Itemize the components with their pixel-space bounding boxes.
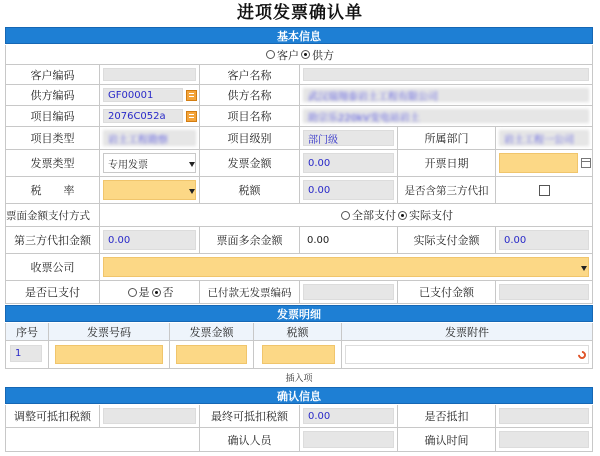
radio-actual-payment[interactable] — [398, 211, 407, 220]
excess-amount-field[interactable]: 0.00 — [303, 230, 394, 250]
project-code-label: 项目编码 — [5, 106, 100, 127]
detail-header-row — [5, 323, 593, 341]
chevron-down-icon[interactable] — [189, 189, 195, 194]
radio-paid-no-label: 否 — [162, 286, 174, 299]
column-header-invoice-number: 发票号码 — [49, 323, 170, 341]
project-level-label: 项目级别 — [200, 127, 300, 150]
third-party-amount-label: 第三方代扣金额 — [5, 227, 100, 254]
chevron-down-icon[interactable] — [581, 266, 587, 271]
paid-amount-label: 已支付金额 — [398, 281, 496, 304]
department-label: 所属部门 — [398, 127, 496, 150]
no-invoice-code-field[interactable] — [303, 284, 394, 300]
supplier-row — [5, 85, 593, 106]
confirm-row — [5, 428, 593, 452]
supplier-name-field[interactable]: 武汉瑞翔泰岩土工程有限公司 — [303, 88, 589, 102]
third-party-amount-field[interactable]: 0.00 — [103, 230, 196, 250]
column-header-index: 序号 — [5, 323, 49, 341]
radio-paid-yes[interactable] — [128, 288, 137, 297]
column-header-attachment: 发票附件 — [342, 323, 593, 341]
invoice-date-field[interactable] — [499, 153, 578, 173]
payee-company-label: 收票公司 — [5, 254, 100, 281]
confirm-time-field[interactable] — [499, 431, 589, 448]
invoice-type-row — [5, 150, 593, 177]
party-row — [5, 45, 593, 65]
payee-company-row — [5, 254, 593, 281]
customer-code-label: 客户编码 — [5, 65, 100, 85]
paid-amount-field[interactable] — [499, 284, 589, 300]
calendar-icon[interactable] — [581, 158, 591, 168]
radio-actual-payment-label: 实际支付 — [409, 209, 453, 222]
project-code-row — [5, 106, 593, 127]
section-header-detail: 发票明细 — [5, 305, 593, 322]
confirm-time-label: 确认时间 — [398, 428, 496, 452]
tax-amount-field[interactable]: 0.00 — [303, 180, 394, 200]
chevron-down-icon[interactable] — [189, 162, 195, 167]
tax-rate-select[interactable] — [103, 180, 196, 200]
detail-invoice-amount-field[interactable] — [176, 345, 247, 364]
customer-name-field[interactable] — [303, 68, 589, 81]
tax-rate-label: 税 率 — [5, 177, 100, 204]
actual-paid-field[interactable]: 0.00 — [499, 230, 589, 250]
project-type-label: 项目类型 — [5, 127, 100, 150]
adjust-deductible-tax-field[interactable] — [103, 408, 196, 424]
payment-method-label: 票面金额支付方式 — [5, 204, 100, 227]
confirmer-label: 确认人员 — [200, 428, 300, 452]
payment-method-row — [5, 204, 593, 227]
detail-row — [5, 341, 593, 369]
supplier-code-label: 供方编码 — [5, 85, 100, 106]
supplier-code-field[interactable]: GF00001 — [103, 88, 183, 102]
department-field[interactable]: 岩土工程一公司 — [499, 130, 589, 146]
invoice-number-field[interactable] — [55, 345, 163, 364]
project-lookup-icon[interactable] — [186, 111, 197, 122]
deduct-row — [5, 405, 593, 428]
invoice-type-select[interactable]: 专用发票 — [103, 153, 196, 173]
supplier-name-label: 供方名称 — [200, 85, 300, 106]
payee-company-select[interactable] — [103, 257, 589, 277]
project-level-field[interactable]: 部门级 — [303, 130, 394, 146]
invoice-date-label: 开票日期 — [398, 150, 496, 177]
tax-rate-row — [5, 177, 593, 204]
section-header-confirm: 确认信息 — [5, 387, 593, 404]
project-name-field[interactable]: 助宗乐220kV变电站岩土 — [303, 109, 589, 123]
invoice-amount-label: 发票金额 — [200, 150, 300, 177]
radio-full-payment-label: 全部支付 — [352, 209, 396, 222]
radio-paid-yes-label: 是 — [138, 286, 150, 299]
customer-name-label: 客户名称 — [200, 65, 300, 85]
radio-full-payment[interactable] — [341, 211, 350, 220]
detail-tax-field[interactable] — [262, 345, 335, 364]
third-party-label: 是否含第三方代扣 — [398, 177, 496, 204]
detail-index-field[interactable]: 1 — [10, 345, 42, 362]
invoice-type-label: 发票类型 — [5, 150, 100, 177]
project-code-field[interactable]: 2076C052a — [103, 109, 183, 123]
is-paid-row — [5, 281, 593, 304]
supplier-lookup-icon[interactable] — [186, 90, 197, 101]
tax-amount-label: 税额 — [200, 177, 300, 204]
project-name-label: 项目名称 — [200, 106, 300, 127]
is-deducted-label: 是否抵扣 — [398, 405, 496, 428]
customer-row — [5, 65, 593, 85]
radio-paid-no[interactable] — [152, 288, 161, 297]
page-title: 进项发票确认单 — [237, 3, 363, 23]
attachment-field[interactable] — [345, 345, 589, 364]
radio-supplier-label: 供方 — [312, 48, 334, 62]
is-paid-label: 是否已支付 — [5, 281, 100, 304]
radio-customer-label: 客户 — [277, 48, 299, 62]
final-deductible-tax-field[interactable]: 0.00 — [303, 408, 394, 424]
project-type-field[interactable]: 岩土工程勘察 — [103, 130, 196, 146]
column-header-tax: 税额 — [254, 323, 342, 341]
radio-customer[interactable] — [266, 50, 275, 59]
column-header-invoice-amount: 发票金额 — [170, 323, 254, 341]
insert-item-link[interactable]: 插入项 — [285, 374, 313, 384]
is-deducted-field[interactable] — [499, 408, 589, 424]
actual-paid-label: 实际支付金额 — [398, 227, 496, 254]
no-invoice-code-label: 已付款无发票编码 — [200, 281, 300, 304]
confirmer-field[interactable] — [303, 431, 394, 448]
customer-code-field[interactable] — [103, 68, 196, 81]
final-deductible-tax-label: 最终可抵扣税额 — [200, 405, 300, 428]
radio-supplier[interactable] — [301, 50, 310, 59]
amounts-row — [5, 227, 593, 254]
third-party-checkbox[interactable] — [539, 185, 550, 196]
section-header-basic: 基本信息 — [5, 27, 593, 44]
excess-amount-label: 票面多余金额 — [200, 227, 300, 254]
project-type-row — [5, 127, 593, 150]
adjust-deductible-tax-label: 调整可抵扣税额 — [5, 405, 100, 428]
invoice-amount-field[interactable]: 0.00 — [303, 153, 394, 173]
